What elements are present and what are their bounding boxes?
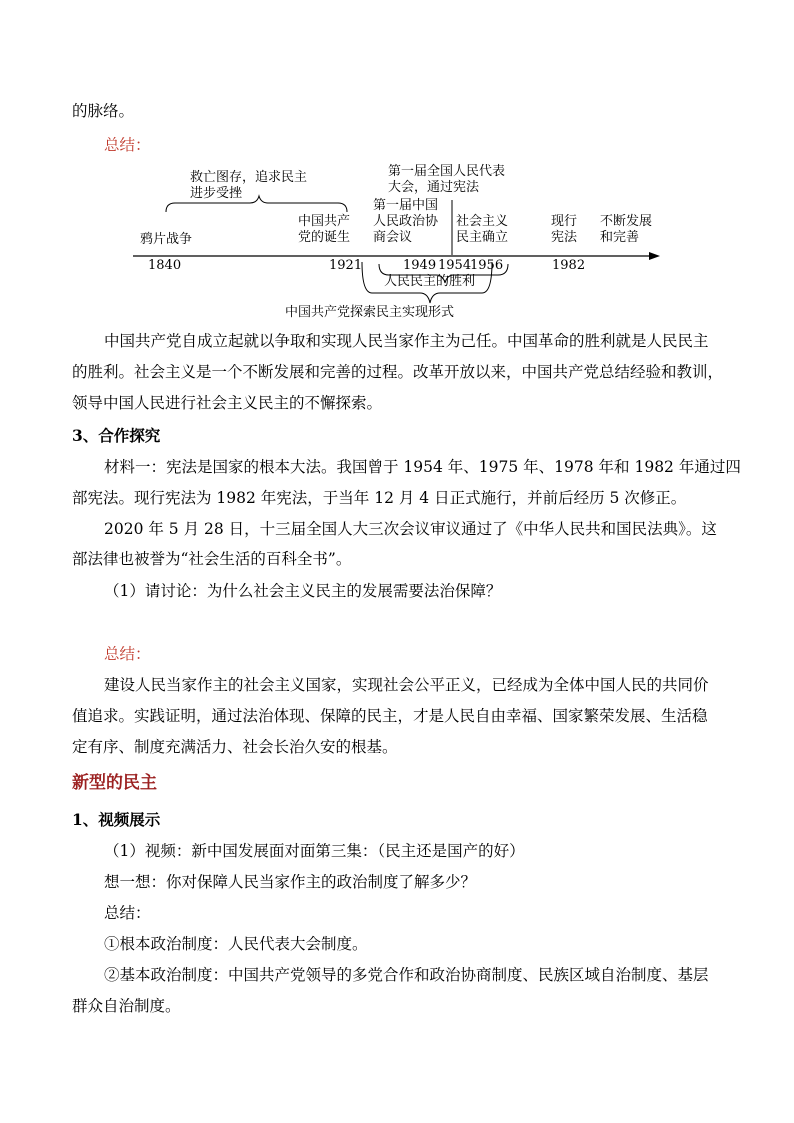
event-1949-line2: 人民政治协 [373, 214, 439, 229]
section3-title: 3、合作探究 [72, 426, 161, 445]
material1-line1: 材料一：宪法是国家的根本大法。我国曾于 1954 年、1975 年、1978 年和 1982 年通过四 [104, 458, 741, 476]
brace-bottom-label-1: 人民民主的胜利 [384, 274, 476, 289]
material2-line1: 2020 年 5 月 28 日，十三届全国人大三次会议审议通过了《中华人民共和国民法典》。这 [104, 520, 717, 538]
video-line: （1）视频：新中国发展面对面第三集：（民主还是国产的好） [104, 842, 525, 860]
para1-line1: 中国共产党自成立起就以争取和实现人民当家作主为己任。中国革命的胜利就是人民民主 [104, 332, 709, 350]
event-1954-line2: 大会，通过宪法 [388, 180, 480, 195]
year-1840: 1840 [148, 258, 182, 273]
event-1921-line2: 党的诞生 [298, 230, 351, 245]
year-1956: 1956 [470, 258, 504, 273]
summary-label-3: 总结： [104, 904, 151, 922]
point-1: ①根本政治制度：人民代表大会制度。 [104, 935, 368, 953]
event-future-line1: 不断发展 [600, 214, 653, 229]
timeline-arrowhead [649, 252, 660, 260]
para1-line2: 的胜利。社会主义是一个不断发展和完善的过程。改革开放以来，中国共产党总结经验和教训， [72, 363, 724, 381]
brace-top-line2: 进步受挫 [190, 186, 243, 201]
question-1: （1）请讨论：为什么社会主义民主的发展需要法治保障？ [104, 582, 502, 600]
event-1982-line1: 现行 [551, 214, 578, 229]
event-1840: 鸦片战争 [140, 232, 193, 247]
event-1949-line3: 商会议 [373, 230, 413, 245]
section1-title: 1、视频展示 [72, 810, 161, 829]
para2-line1: 建设人民当家作主的社会主义国家，实现社会公平正义，已经成为全体中国人民的共同价 [104, 676, 709, 694]
intro-tail: 的脉络。 [72, 102, 135, 120]
point-2-line1: ②基本政治制度：中国共产党领导的多党合作和政治协商制度、民族区域自治制度、基层 [104, 966, 709, 984]
event-1921-line1: 中国共产 [298, 214, 351, 229]
year-1949: 1949 [403, 258, 437, 273]
brace-top-line1: 救亡图存，追求民主 [190, 170, 308, 185]
material2-line2: 部法律也被誉为“社会生活的百科全书”。 [72, 550, 352, 568]
event-1954-line1: 第一届全国人民代表 [388, 164, 506, 179]
event-1982-line2: 宪法 [551, 230, 578, 245]
event-1956-line2: 民主确立 [456, 230, 509, 245]
year-1982: 1982 [552, 258, 586, 273]
brace-bottom-label-2: 中国共产党探索民主实现形式 [285, 305, 455, 320]
material1-line2: 部宪法。现行宪法为 1982 年宪法，于当年 12 月 4 日正式施行，并前后经历 5 次修正。 [72, 489, 687, 507]
heading-new-democracy: 新型的民主 [72, 773, 157, 793]
event-future-line2: 和完善 [600, 230, 640, 245]
event-1949-line1: 第一届中国 [373, 198, 439, 213]
year-1954: 1954 [438, 258, 472, 273]
para2-line3: 定有序、制度充满活力、社会长治久安的根基。 [72, 738, 398, 756]
think-line: 想一想：你对保障人民当家作主的政治制度了解多少？ [104, 873, 477, 891]
point-2-line2: 群众自治制度。 [72, 997, 181, 1015]
para2-line2: 值追求。实践证明，通过法治体现、保障的民主，才是人民自由幸福、国家繁荣发展、生活稳 [72, 707, 708, 725]
para1-line3: 领导中国人民进行社会主义民主的不懈探索。 [72, 394, 383, 412]
event-1956-line1: 社会主义 [456, 214, 509, 229]
summary-label-1: 总结： [104, 136, 151, 154]
summary-label-2: 总结： [104, 645, 151, 663]
year-1921: 1921 [329, 258, 363, 273]
